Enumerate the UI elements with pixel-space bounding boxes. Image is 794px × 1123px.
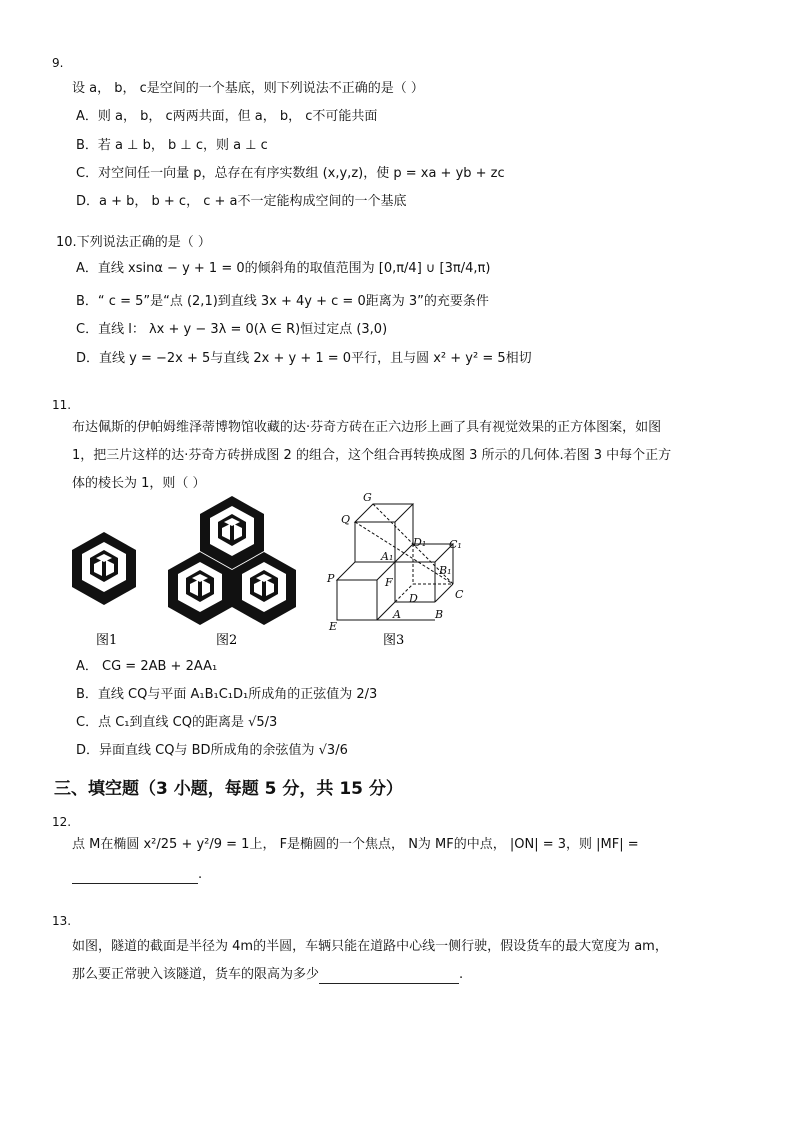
q10-stem: 下列说法正确的是（ ） <box>76 235 211 250</box>
label-D1: D₁ <box>413 536 427 549</box>
label-C1: C₁ <box>449 538 462 551</box>
q11-paragraph-line1: 布达佩斯的伊帕姆维泽蒂博物馆收藏的达·芬奇方砖在正六边形上画了具有视觉效果的正方体图案，如图 <box>72 420 662 435</box>
q10-option-a: A．直线 xsinα − y + 1 = 0的倾斜角的取值范围为 [0,π/4] ∪ [3π/4,π) <box>76 261 491 276</box>
q9-number: 9. <box>52 56 64 70</box>
q13-line1: 如图，隧道的截面是半径为 4m的半圆，车辆只能在道路中心线一侧行驶，假设货车的最大宽度为 am， <box>72 939 668 954</box>
q11-paragraph-line2: 1，把三片这样的达·芬奇方砖拼成图 2 的组合，这个组合再转换成图 3 所示的几何体.若图 3 中每个正方 <box>72 448 672 463</box>
fig2-caption: 图2 <box>216 633 238 648</box>
label-A1: A₁ <box>381 550 394 563</box>
q12-blank-line[interactable] <box>72 869 198 884</box>
label-B1: B₁ <box>439 564 452 577</box>
q9-option-a: A．则 a， b， c两两共面，但 a， b， c不可能共面 <box>76 109 378 124</box>
q10-number <box>56 234 211 252</box>
q12-text: 点 M在椭圆 x²/25 + y²/9 = 1上， F是椭圆的一个焦点， N为 MF的中点， |ON| = 3，则 |MF| = <box>72 837 639 852</box>
label-F: F <box>385 576 393 589</box>
tile-fig1 <box>72 532 136 605</box>
q9-stem: 设 a， b， c是空间的一个基底，则下列说法不正确的是（ ） <box>72 81 424 96</box>
q13-line2-text: 那么要正常驶入该隧道，货车的限高为多少 <box>72 967 320 982</box>
q11-option-a: A． CG = 2AB + 2AA₁ <box>76 659 218 674</box>
figure-1-and-2 <box>60 490 320 660</box>
fig1-caption: 图1 <box>96 633 118 648</box>
q11-option-d: D．异面直线 CQ与 BD所成角的余弦值为 √3/6 <box>76 743 348 758</box>
q11-option-c: C．点 C₁到直线 CQ的距离是 √5/3 <box>76 715 278 730</box>
figure-3 <box>325 490 475 652</box>
q12-answer-blank[interactable]: . <box>72 866 202 884</box>
q9-option-d: D．a + b， b + c， c + a不一定能构成空间的一个基底 <box>76 194 407 209</box>
q13-number: 13. <box>52 914 72 928</box>
q11-number: 11. <box>52 398 72 412</box>
label-A: A <box>393 608 401 621</box>
q9-option-c: C．对空间任一向量 p，总存在有序实数组 (x,y,z)，使 p = xa + yb + zc <box>76 166 505 181</box>
q13-line2: 那么要正常驶入该隧道，货车的限高为多少 . <box>72 967 464 982</box>
q10-option-b: B．“ c = 5”是“点 (2,1)到直线 3x + 4y + c = 0距离为 3”的充要条件 <box>76 294 489 309</box>
label-Q: Q <box>341 513 351 526</box>
q13-blank-line[interactable] <box>319 969 459 984</box>
q11-option-b: B．直线 CQ与平面 A₁B₁C₁D₁所成角的正弦值为 2/3 <box>76 687 378 702</box>
fig3-caption: 图3 <box>383 633 405 648</box>
q10-number-label: 10. <box>56 235 77 250</box>
section-3-heading: 三、填空题（3 小题，每题 5 分，共 15 分） <box>54 779 403 799</box>
q10-option-d: D．直线 y = −2x + 5与直线 2x + y + 1 = 0平行，且与圆 x² + y² = 5相切 <box>76 351 532 366</box>
label-P: P <box>327 572 335 585</box>
label-C: C <box>455 588 464 601</box>
label-B: B <box>435 608 444 621</box>
q11-paragraph-line3: 体的棱长为 1，则（ ） <box>72 476 206 491</box>
label-E: E <box>329 620 338 633</box>
label-D: D <box>409 592 418 605</box>
q10-option-c: C．直线 l： λx + y − 3λ = 0(λ ∈ R)恒过定点 (3,0) <box>76 322 388 337</box>
q12-number: 12. <box>52 815 72 829</box>
q9-option-b: B．若 a ⊥ b， b ⊥ c，则 a ⊥ c <box>76 138 268 153</box>
label-G: G <box>363 491 372 504</box>
